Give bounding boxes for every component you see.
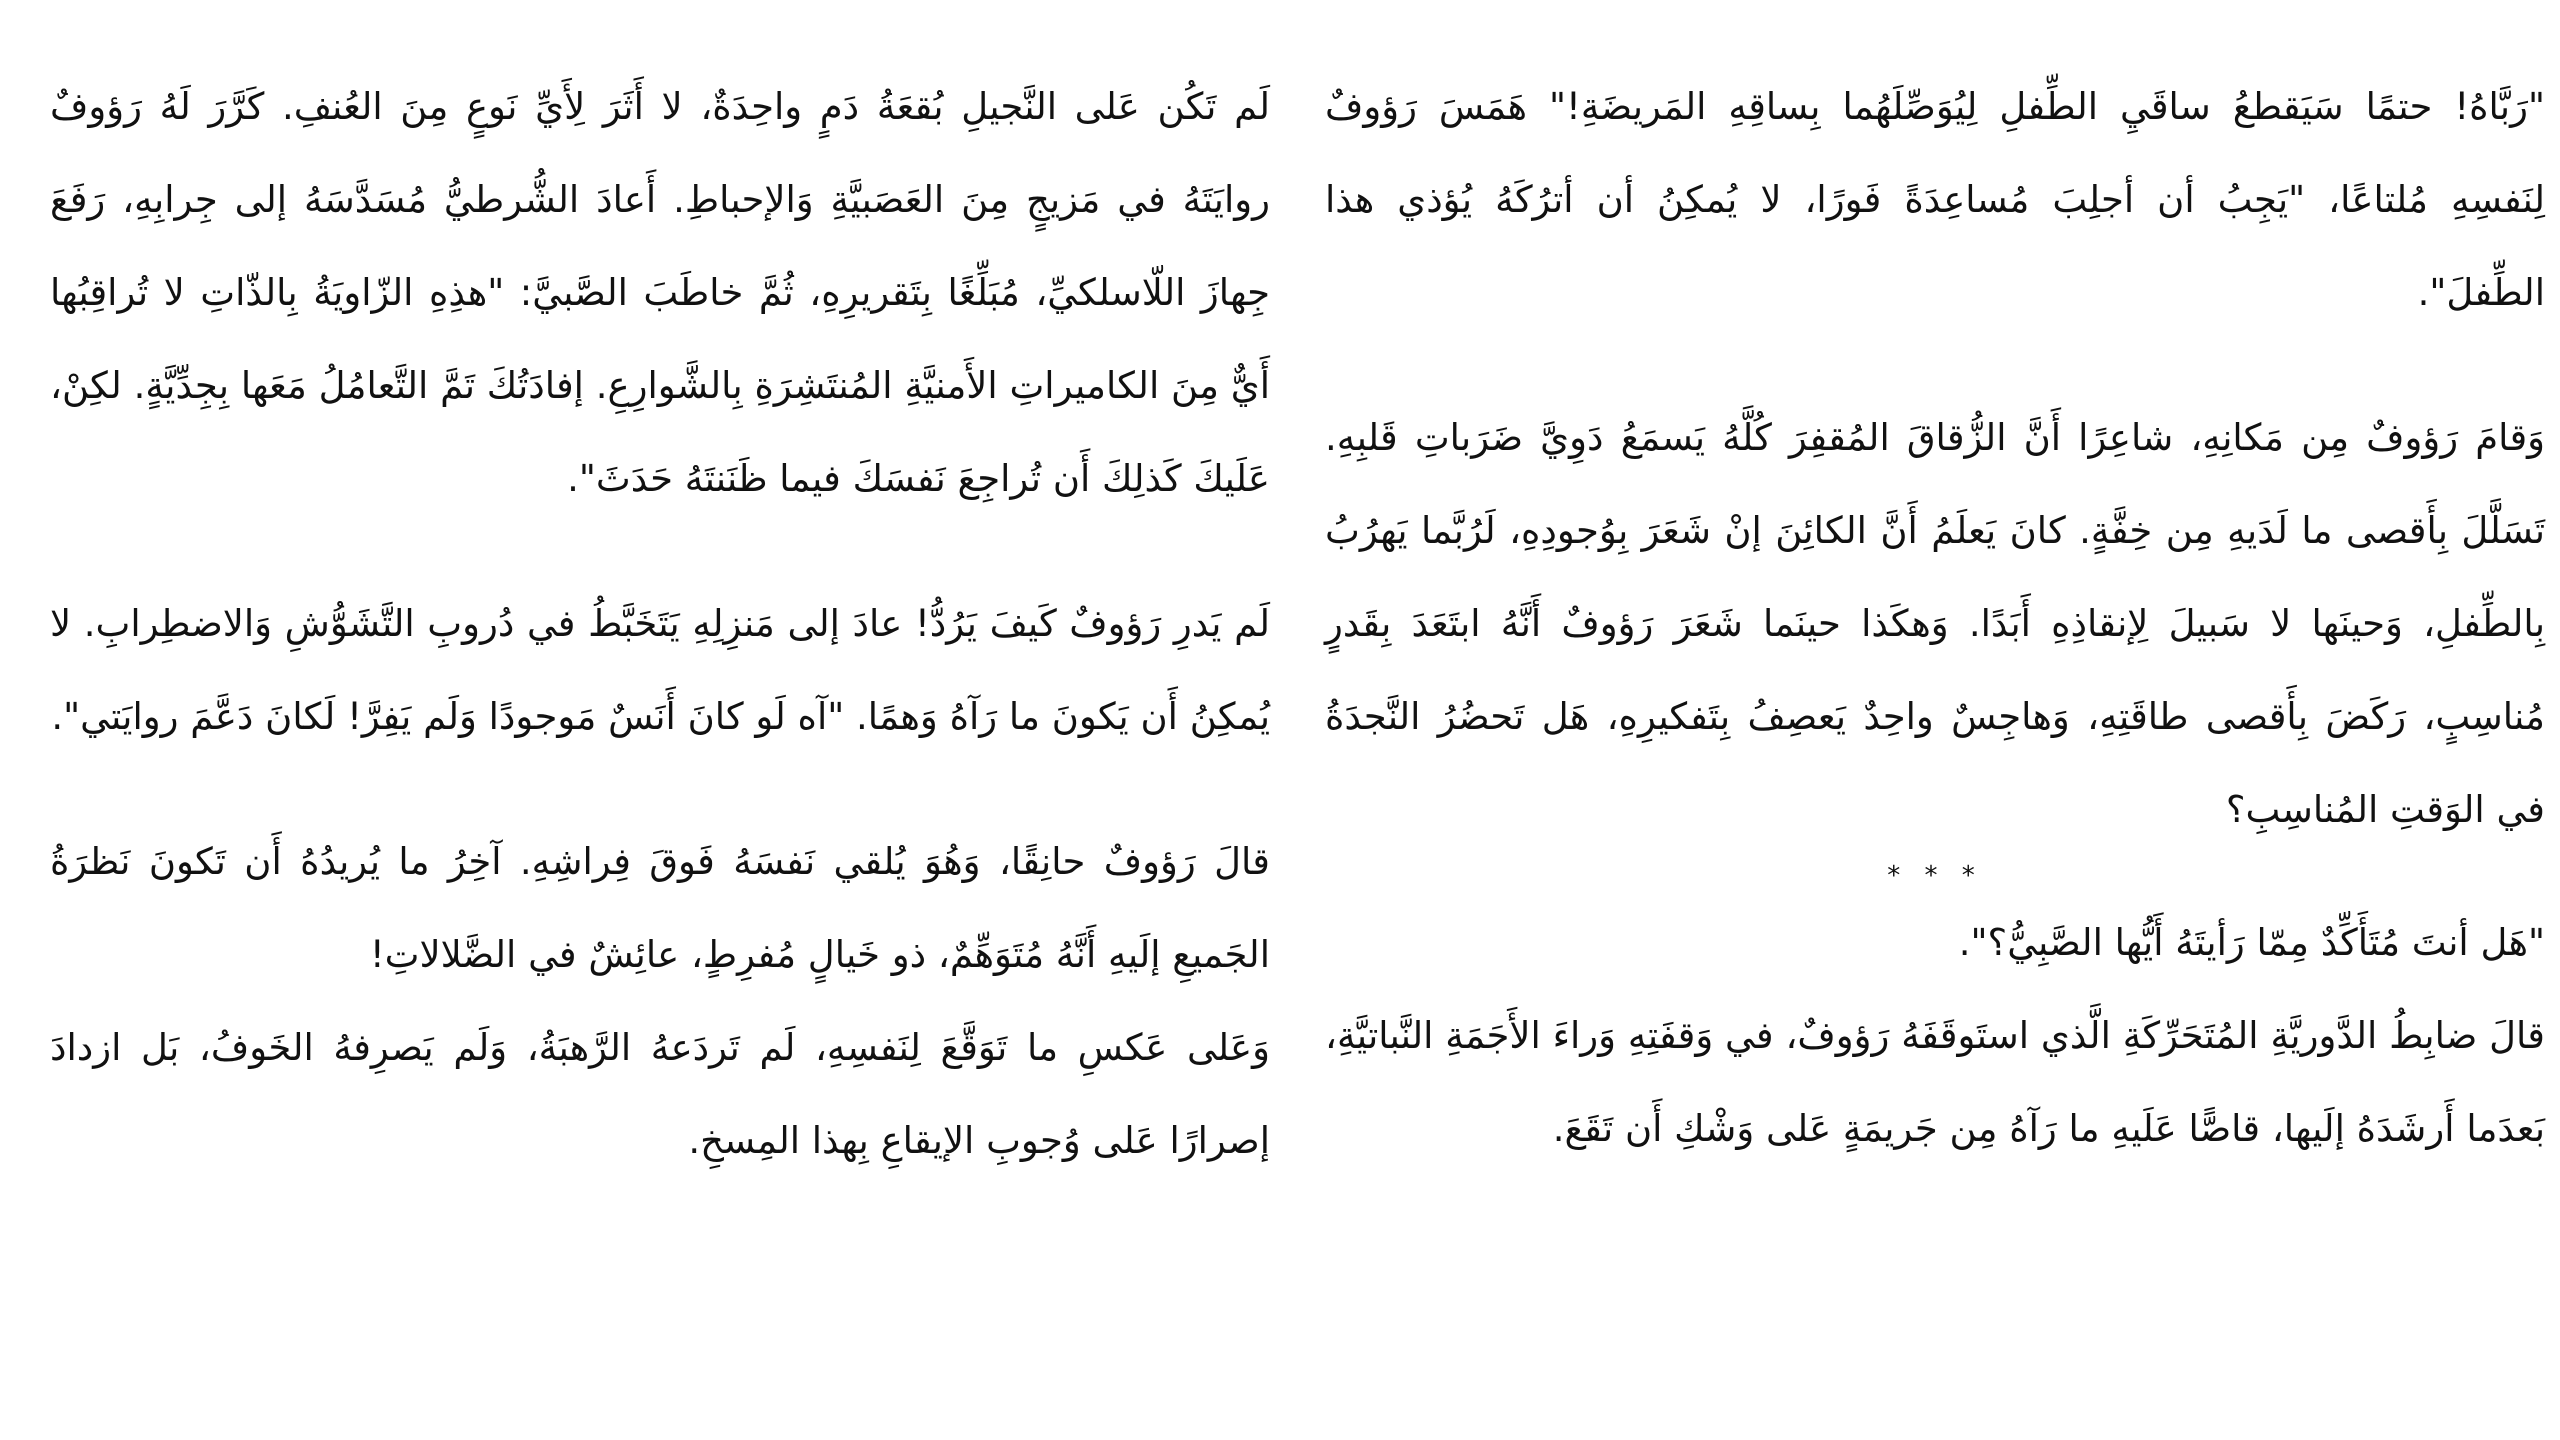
paragraph-right-1: "رَبَّاهُ! حتمًا سَيَقطعُ ساقَيِ الطِّفلِ لِيُوَصِّلَهُما بِساقِهِ المَريضَةِ!" هَمَسَ رَؤوفٌ لِنَفسِهِ مُلتاعًا، "يَجِبُ أن أجلِبَ مُساعِدَةً فَورًا، لا يُمكِنُ أن أترُكَهُ يُؤذي هذا الطِّفلَ". <box>1325 85 2545 314</box>
right-page <box>1325 60 2545 1175</box>
paragraph-left-3: قالَ رَؤوفٌ حانِقًا، وَهُوَ يُلقي نَفسَهُ فَوقَ فِراشِهِ. آخِرُ ما يُريدُهُ أَن تَكونَ نَظرَةُ الجَميعِ إلَيهِ أَنَّهُ مُتَوَهِّمٌ، ذو خَيالٍ مُفرِطٍ، عائِشٌ في الضَّلالاتِ! <box>50 840 1270 976</box>
paragraph-right-2: وَقامَ رَؤوفٌ مِن مَكانِهِ، شاعِرًا أَنَّ الزُّقاقَ المُقفِرَ كُلَّهُ يَسمَعُ دَوِيَّ ضَرَباتِ قَلبِهِ. تَسَلَّلَ بِأَقصى ما لَدَيهِ مِن خِفَّةٍ. كانَ يَعلَمُ أَنَّ الكائِنَ إنْ شَعَرَ بِوُجودِهِ، لَرُبَّما يَهرُبُ بِالطِّفلِ، وَحينَها لا سَبيلَ لِإنقاذِهِ أَبَدًا. وَهكَذا حينَما شَعَرَ رَؤوفٌ أَنَّهُ ابتَعَدَ بِقَدرٍ مُناسِبٍ، رَكَضَ بِأَقصى طاقَتِهِ، وَهاجِسٌ واحِدٌ يَعصِفُ بِتَفكيرِهِ، هَل تَحضُرُ النَّجدَةُ في الوَقتِ المُناسِبِ؟ <box>1325 416 2545 831</box>
paragraph-left-1: لَم تَكُن عَلى النَّجيلِ بُقعَةُ دَمٍ واحِدَةٌ، لا أَثَرَ لِأَيِّ نَوعٍ مِنَ العُنفِ. كَرَّرَ لَهُ رَؤوفٌ روايَتَهُ في مَزيجٍ مِنَ العَصَبيَّةِ وَالإحباطِ. أَعادَ الشُّرطيُّ مُسَدَّسَهُ إلى جِرابِهِ، رَفَعَ جِهازَ اللّاسلكيِّ، مُبَلِّغًا بِتَقريرِهِ، ثُمَّ خاطَبَ الصَّبيَّ: "هذِهِ الزّاويَةُ بِالذّاتِ لا تُراقِبُها أَيٌّ مِنَ الكاميراتِ الأَمنيَّةِ المُنتَشِرَةِ بِالشَّوارِعِ. إفادَتُكَ تَمَّ التَّعامُلُ مَعَها بِجِدِّيَّةٍ. لكِنْ، عَلَيكَ كَذلِكَ أَن تُراجِعَ نَفسَكَ فيما ظَنَنتَهُ حَدَثَ". <box>50 85 1270 500</box>
paragraph-left-4: وَعَلى عَكسِ ما تَوَقَّعَ لِنَفسِهِ، لَم تَردَعهُ الرَّهبَةُ، وَلَم يَصرِفهُ الخَوفُ، بَل ازدادَ إصرارًا عَلى وُجوبِ الإيقاعِ بِهذا المِسخِ. <box>50 1026 1270 1162</box>
paragraph-right-4: قالَ ضابِطُ الدَّوريَّةِ المُتَحَرِّكَةِ الَّذي استَوقَفَهُ رَؤوفٌ، في وَقفَتِهِ وَراءَ الأَجَمَةِ النَّباتيَّةِ، بَعدَما أَرشَدَهُ إلَيها، قاصًّا عَلَيهِ ما رَآهُ مِن جَريمَةٍ عَلى وَشْكِ أَن تَقَعَ. <box>1325 1014 2545 1150</box>
paragraph-left-2: لَم يَدرِ رَؤوفٌ كَيفَ يَرُدُّ! عادَ إلى مَنزِلِهِ يَتَخَبَّطُ في دُروبِ التَّشَوُّشِ وَالاضطِرابِ. لا يُمكِنُ أَن يَكونَ ما رَآهُ وَهمًا. "آه لَو كانَ أَنَسٌ مَوجودًا وَلَم يَفِرَّ! لَكانَ دَعَّمَ روايَتي". <box>50 602 1270 738</box>
section-separator: * * * <box>1887 861 1983 891</box>
paragraph-right-3: "هَل أنتَ مُتَأَكِّدٌ مِمّا رَأيتَهُ أَيُّها الصَّبِيُّ؟". <box>1958 921 2545 964</box>
left-page <box>50 60 1270 1187</box>
